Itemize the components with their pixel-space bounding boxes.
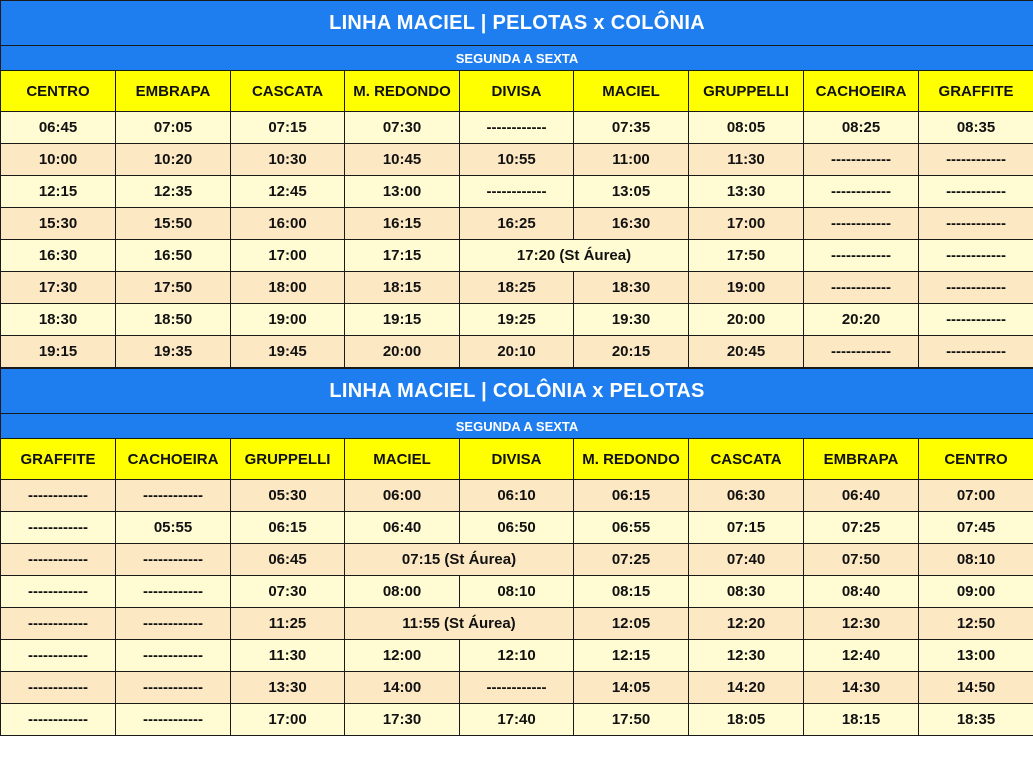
time-cell: 11:00 <box>574 144 689 176</box>
column-header: DIVISA <box>460 439 574 480</box>
column-header: M. REDONDO <box>574 439 689 480</box>
time-cell: 12:15 <box>574 640 689 672</box>
time-cell: 17:30 <box>345 704 460 736</box>
time-cell: 08:40 <box>804 576 919 608</box>
time-cell: 08:15 <box>574 576 689 608</box>
time-cell: 16:15 <box>345 208 460 240</box>
time-cell: 18:50 <box>116 304 231 336</box>
merged-time-cell: 11:55 (St Áurea) <box>345 608 574 640</box>
time-cell: ------------ <box>919 304 1033 336</box>
time-cell: 19:00 <box>689 272 804 304</box>
merged-time-cell: 07:15 (St Áurea) <box>345 544 574 576</box>
time-cell: 18:05 <box>689 704 804 736</box>
time-cell: 18:30 <box>574 272 689 304</box>
time-cell: ------------ <box>116 480 231 512</box>
time-cell: 06:55 <box>574 512 689 544</box>
time-cell: 11:30 <box>231 640 345 672</box>
table-title: LINHA MACIEL | COLÔNIA x PELOTAS <box>1 369 1033 414</box>
time-cell: 19:00 <box>231 304 345 336</box>
time-cell: 13:00 <box>345 176 460 208</box>
time-cell: ------------ <box>804 176 919 208</box>
time-cell: 07:00 <box>919 480 1033 512</box>
time-cell: ------------ <box>116 608 231 640</box>
time-cell: 07:25 <box>574 544 689 576</box>
column-header: MACIEL <box>345 439 460 480</box>
time-cell: 19:15 <box>1 336 116 368</box>
time-cell: 06:40 <box>345 512 460 544</box>
time-cell: ------------ <box>116 544 231 576</box>
column-header: GRAFFITE <box>1 439 116 480</box>
table-row <box>1 240 1033 272</box>
time-cell: 12:10 <box>460 640 574 672</box>
table-row <box>1 512 1033 544</box>
column-header: DIVISA <box>460 71 574 112</box>
time-cell: 12:35 <box>116 176 231 208</box>
time-cell: 08:10 <box>919 544 1033 576</box>
time-cell: 13:30 <box>231 672 345 704</box>
time-cell: 17:50 <box>116 272 231 304</box>
time-cell: ------------ <box>1 704 116 736</box>
table-row <box>1 672 1033 704</box>
time-cell: 19:35 <box>116 336 231 368</box>
time-cell: 18:35 <box>919 704 1033 736</box>
time-cell: 18:15 <box>804 704 919 736</box>
time-cell: 12:40 <box>804 640 919 672</box>
time-cell: 07:45 <box>919 512 1033 544</box>
time-cell: 17:50 <box>574 704 689 736</box>
table-row <box>1 480 1033 512</box>
time-cell: 14:05 <box>574 672 689 704</box>
time-cell: 19:45 <box>231 336 345 368</box>
time-cell: 06:50 <box>460 512 574 544</box>
merged-time-cell: 17:20 (St Áurea) <box>460 240 689 272</box>
header-row <box>1 71 1033 112</box>
table-row <box>1 112 1033 144</box>
time-cell: 08:10 <box>460 576 574 608</box>
table-row <box>1 608 1033 640</box>
column-header: GRUPPELLI <box>689 71 804 112</box>
time-cell: 08:25 <box>804 112 919 144</box>
time-cell: 07:35 <box>574 112 689 144</box>
timetable-colonia-pelotas <box>0 368 1033 736</box>
time-cell: 14:30 <box>804 672 919 704</box>
time-cell: 20:00 <box>345 336 460 368</box>
timetable-pelotas-colonia <box>0 0 1033 368</box>
time-cell: ------------ <box>919 208 1033 240</box>
time-cell: 20:20 <box>804 304 919 336</box>
time-cell: 12:30 <box>689 640 804 672</box>
time-cell: ------------ <box>460 176 574 208</box>
time-cell: 20:45 <box>689 336 804 368</box>
table-row <box>1 704 1033 736</box>
time-cell: ------------ <box>116 576 231 608</box>
time-cell: 06:40 <box>804 480 919 512</box>
time-cell: 18:15 <box>345 272 460 304</box>
time-cell: 08:35 <box>919 112 1033 144</box>
column-header: CASCATA <box>231 71 345 112</box>
time-cell: 05:30 <box>231 480 345 512</box>
time-cell: 13:00 <box>919 640 1033 672</box>
time-cell: 06:00 <box>345 480 460 512</box>
time-cell: 17:00 <box>231 704 345 736</box>
time-cell: ------------ <box>116 704 231 736</box>
table-row <box>1 576 1033 608</box>
table-row <box>1 336 1033 368</box>
table-subtitle: SEGUNDA A SEXTA <box>1 46 1033 71</box>
time-cell: 20:10 <box>460 336 574 368</box>
time-cell: 16:25 <box>460 208 574 240</box>
time-cell: 06:30 <box>689 480 804 512</box>
time-cell: 07:05 <box>116 112 231 144</box>
time-cell: 15:50 <box>116 208 231 240</box>
column-header: M. REDONDO <box>345 71 460 112</box>
time-cell: 12:15 <box>1 176 116 208</box>
time-cell: 10:20 <box>116 144 231 176</box>
time-cell: 07:30 <box>345 112 460 144</box>
time-cell: 10:45 <box>345 144 460 176</box>
table-row <box>1 272 1033 304</box>
time-cell: 05:55 <box>116 512 231 544</box>
time-cell: ------------ <box>460 112 574 144</box>
time-cell: 07:40 <box>689 544 804 576</box>
time-cell: 19:30 <box>574 304 689 336</box>
time-cell: 08:00 <box>345 576 460 608</box>
column-header: CACHOEIRA <box>116 439 231 480</box>
table-row <box>1 544 1033 576</box>
column-header: MACIEL <box>574 71 689 112</box>
time-cell: 08:30 <box>689 576 804 608</box>
time-cell: 15:30 <box>1 208 116 240</box>
column-header: CENTRO <box>1 71 116 112</box>
time-cell: ------------ <box>116 672 231 704</box>
column-header: CASCATA <box>689 439 804 480</box>
time-cell: ------------ <box>1 512 116 544</box>
time-cell: 17:50 <box>689 240 804 272</box>
time-cell: 12:05 <box>574 608 689 640</box>
time-cell: ------------ <box>919 336 1033 368</box>
time-cell: 12:20 <box>689 608 804 640</box>
time-cell: ------------ <box>919 176 1033 208</box>
time-cell: 11:30 <box>689 144 804 176</box>
time-cell: 13:30 <box>689 176 804 208</box>
time-cell: 17:40 <box>460 704 574 736</box>
time-cell: ------------ <box>116 640 231 672</box>
time-cell: 17:00 <box>231 240 345 272</box>
time-cell: 13:05 <box>574 176 689 208</box>
time-cell: 18:30 <box>1 304 116 336</box>
table-row <box>1 208 1033 240</box>
table-row <box>1 144 1033 176</box>
time-cell: 06:15 <box>574 480 689 512</box>
time-cell: ------------ <box>919 272 1033 304</box>
time-cell: 06:45 <box>1 112 116 144</box>
time-cell: 14:50 <box>919 672 1033 704</box>
time-cell: 07:25 <box>804 512 919 544</box>
time-cell: 10:00 <box>1 144 116 176</box>
time-cell: 17:30 <box>1 272 116 304</box>
time-cell: ------------ <box>804 272 919 304</box>
time-cell: 12:00 <box>345 640 460 672</box>
table-row <box>1 304 1033 336</box>
time-cell: 20:15 <box>574 336 689 368</box>
time-cell: ------------ <box>1 608 116 640</box>
time-cell: 17:00 <box>689 208 804 240</box>
time-cell: ------------ <box>460 672 574 704</box>
time-cell: 18:25 <box>460 272 574 304</box>
time-cell: 16:50 <box>116 240 231 272</box>
time-cell: 14:20 <box>689 672 804 704</box>
time-cell: 06:10 <box>460 480 574 512</box>
time-cell: ------------ <box>804 336 919 368</box>
time-cell: 12:45 <box>231 176 345 208</box>
time-cell: 19:25 <box>460 304 574 336</box>
time-cell: 07:50 <box>804 544 919 576</box>
time-cell: ------------ <box>1 576 116 608</box>
header-row <box>1 439 1033 480</box>
time-cell: 17:15 <box>345 240 460 272</box>
time-cell: ------------ <box>1 480 116 512</box>
time-cell: 16:00 <box>231 208 345 240</box>
table-title: LINHA MACIEL | PELOTAS x COLÔNIA <box>1 1 1033 46</box>
table-subtitle: SEGUNDA A SEXTA <box>1 414 1033 439</box>
time-cell: 14:00 <box>345 672 460 704</box>
time-cell: 16:30 <box>574 208 689 240</box>
time-cell: ------------ <box>804 144 919 176</box>
column-header: EMBRAPA <box>116 71 231 112</box>
time-cell: 20:00 <box>689 304 804 336</box>
time-cell: ------------ <box>1 672 116 704</box>
table-row <box>1 176 1033 208</box>
time-cell: 10:55 <box>460 144 574 176</box>
table-row <box>1 640 1033 672</box>
time-cell: 11:25 <box>231 608 345 640</box>
time-cell: ------------ <box>1 640 116 672</box>
column-header: GRAFFITE <box>919 71 1033 112</box>
column-header: EMBRAPA <box>804 439 919 480</box>
column-header: GRUPPELLI <box>231 439 345 480</box>
column-header: CENTRO <box>919 439 1033 480</box>
time-cell: 16:30 <box>1 240 116 272</box>
time-cell: 07:15 <box>231 112 345 144</box>
time-cell: 07:15 <box>689 512 804 544</box>
time-cell: 07:30 <box>231 576 345 608</box>
time-cell: ------------ <box>919 144 1033 176</box>
time-cell: 08:05 <box>689 112 804 144</box>
time-cell: 06:45 <box>231 544 345 576</box>
time-cell: ------------ <box>1 544 116 576</box>
time-cell: ------------ <box>919 240 1033 272</box>
time-cell: 10:30 <box>231 144 345 176</box>
time-cell: ------------ <box>804 240 919 272</box>
time-cell: 19:15 <box>345 304 460 336</box>
time-cell: 18:00 <box>231 272 345 304</box>
time-cell: 12:50 <box>919 608 1033 640</box>
time-cell: 12:30 <box>804 608 919 640</box>
time-cell: ------------ <box>804 208 919 240</box>
time-cell: 06:15 <box>231 512 345 544</box>
column-header: CACHOEIRA <box>804 71 919 112</box>
time-cell: 09:00 <box>919 576 1033 608</box>
